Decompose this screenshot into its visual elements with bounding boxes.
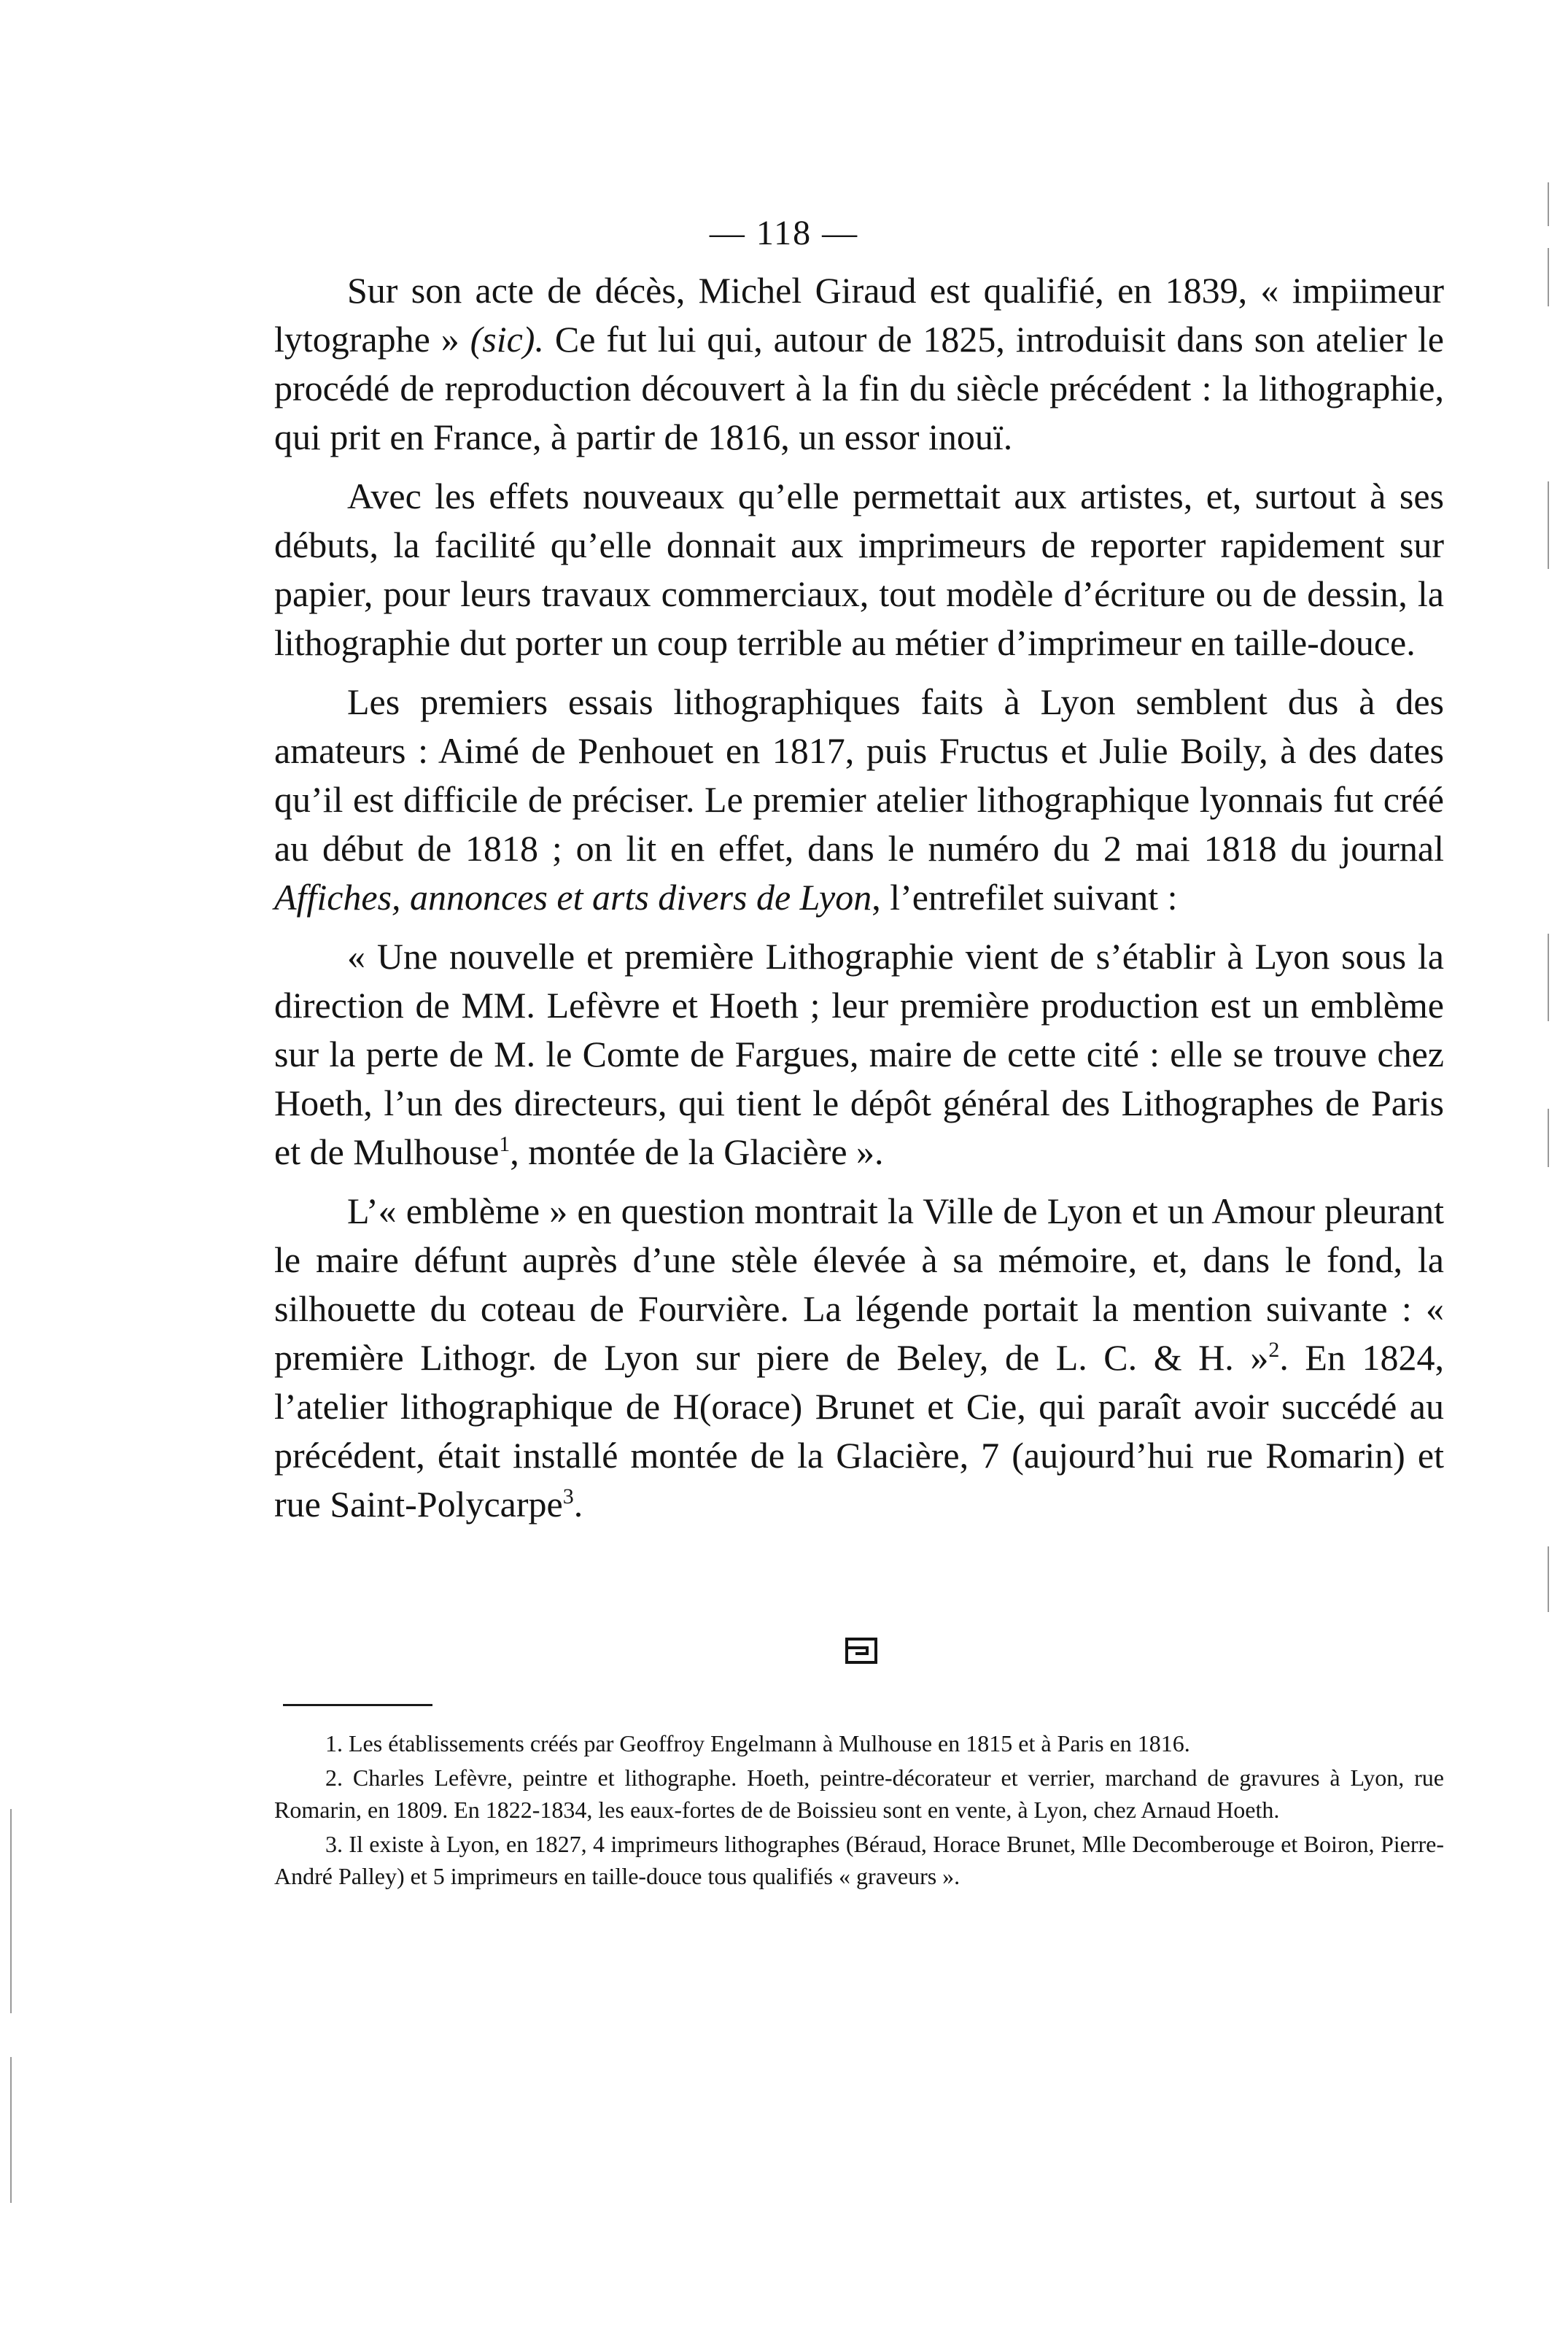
scan-margin-mark	[10, 2057, 12, 2203]
paragraph-2: Avec les effets nouveaux qu’elle permettait aux artistes, et, surtout à ses débuts, la facilité qu’elle donnait aux imprimeurs de reporter rapidement sur papier, pour leurs travaux commerciaux, tout modèle d’écriture ou de dessin, la lithographie dut porter un coup terrible au métier d’imprimeur en taille-douce.	[274, 476, 1444, 663]
paragraph-3-text-a: Les premiers essais lithographiques faits à Lyon semblent dus à des amateurs : Aimé de Penhouet en 1817, puis Fructus et Julie Boily, à des dates qu’il est difficile de préciser. Le premier atelier lithographique lyonnais fut créé au début de 1818 ; on lit en effet, dans le numéro du 2 mai 1818 du journal	[274, 681, 1444, 869]
footnote-2: 2. Charles Lefèvre, peintre et lithographe. Hoeth, peintre-décorateur et verrier, marchand de gravures à Lyon, rue Romarin, en 1809. En 1822-1834, les eaux-fortes de de Boissieu sont en vente, à Lyon, chez Arnaud Hoeth.	[274, 1765, 1444, 1823]
footnote-3: 3. Il existe à Lyon, en 1827, 4 imprimeurs lithographes (Béraud, Horace Brunet, Mlle Decomberouge et Boiron, Pierre-André Palley) et 5 imprimeurs en taille-douce tous qualifiés « graveurs ».	[274, 1831, 1444, 1889]
paragraph-1-text-a: Sur son acte de décès, Michel Giraud est qualifié, en 1839, « impiimeur lytographe »	[274, 270, 1444, 360]
scan-margin-mark	[1548, 934, 1549, 1021]
scan-margin-mark	[1548, 248, 1549, 306]
paragraph-4-quote	[274, 932, 1444, 1177]
paragraph-3	[274, 678, 1444, 922]
page-number: — 118 —	[709, 214, 859, 252]
paragraph-3-text-b: , l’entrefilet suivant :	[872, 877, 1178, 918]
paragraph-1-text-b: Ce fut lui qui, autour de 1825, introduisit dans son atelier le procédé de reproduction découvert à la fin du siècle précédent : la lithographie, qui prit en France, à partir de 1816, un essor inouï.	[274, 319, 1444, 457]
footnote-1: 1. Les établissements créés par Geoffroy Engelmann à Mulhouse en 1815 et à Paris en 1816.	[325, 1730, 1190, 1756]
paragraph-5-text-a: L’« emblème » en question montrait la Ville de Lyon et un Amour pleurant le maire défunt auprès d’une stèle élevée à sa mémoire, et, dans le fond, la silhouette du coteau de Fourvière. La légende portait la mention suivante : « première Lithogr. de Lyon sur piere de Beley, de L. C. & H. »	[274, 1190, 1444, 1378]
journal-title-italic: Affiches, annonces et arts divers de Lyon	[274, 877, 872, 918]
footnote-ref-3: 3	[562, 1484, 574, 1508]
footnote-rule	[283, 1704, 432, 1706]
paragraph-4-text-b: , montée de la Glacière ».	[510, 1131, 884, 1172]
sic-italic: (sic).	[470, 319, 544, 360]
ornament-icon	[845, 1638, 877, 1664]
scan-margin-mark	[1548, 1109, 1549, 1167]
scan-margin-mark	[1548, 182, 1549, 226]
scan-margin-mark	[1548, 481, 1549, 569]
scan-margin-mark	[10, 1809, 12, 2013]
scan-margin-mark	[1548, 1546, 1549, 1612]
paragraph-5-text-b: . En 1824, l’atelier lithographique de H(orace) Brunet et Cie, qui paraît avoir succédé au précédent, était installé montée de la Glacière, 7 (aujourd’hui rue Romarin) et rue Saint-Polycarpe	[274, 1337, 1445, 1525]
paragraph-1	[274, 266, 1444, 462]
footnote-ref-1: 1	[499, 1132, 511, 1156]
paragraph-5-text-c: .	[573, 1484, 583, 1525]
footnote-ref-2: 2	[1268, 1338, 1280, 1362]
paragraph-5	[274, 1187, 1444, 1529]
footnotes	[274, 1727, 1444, 1894]
body-text	[274, 266, 1444, 1539]
paragraph-4-text-a: « Une nouvelle et première Lithographie vient de s’établir à Lyon sous la direction de MM. Lefèvre et Hoeth ; leur première production est un emblème sur la perte de M. le Comte de Fargues, maire de cette cité : elle se trouve chez Hoeth, l’un des directeurs, qui tient le dépôt général des Lithographes de Paris et de Mulhouse	[274, 936, 1444, 1172]
